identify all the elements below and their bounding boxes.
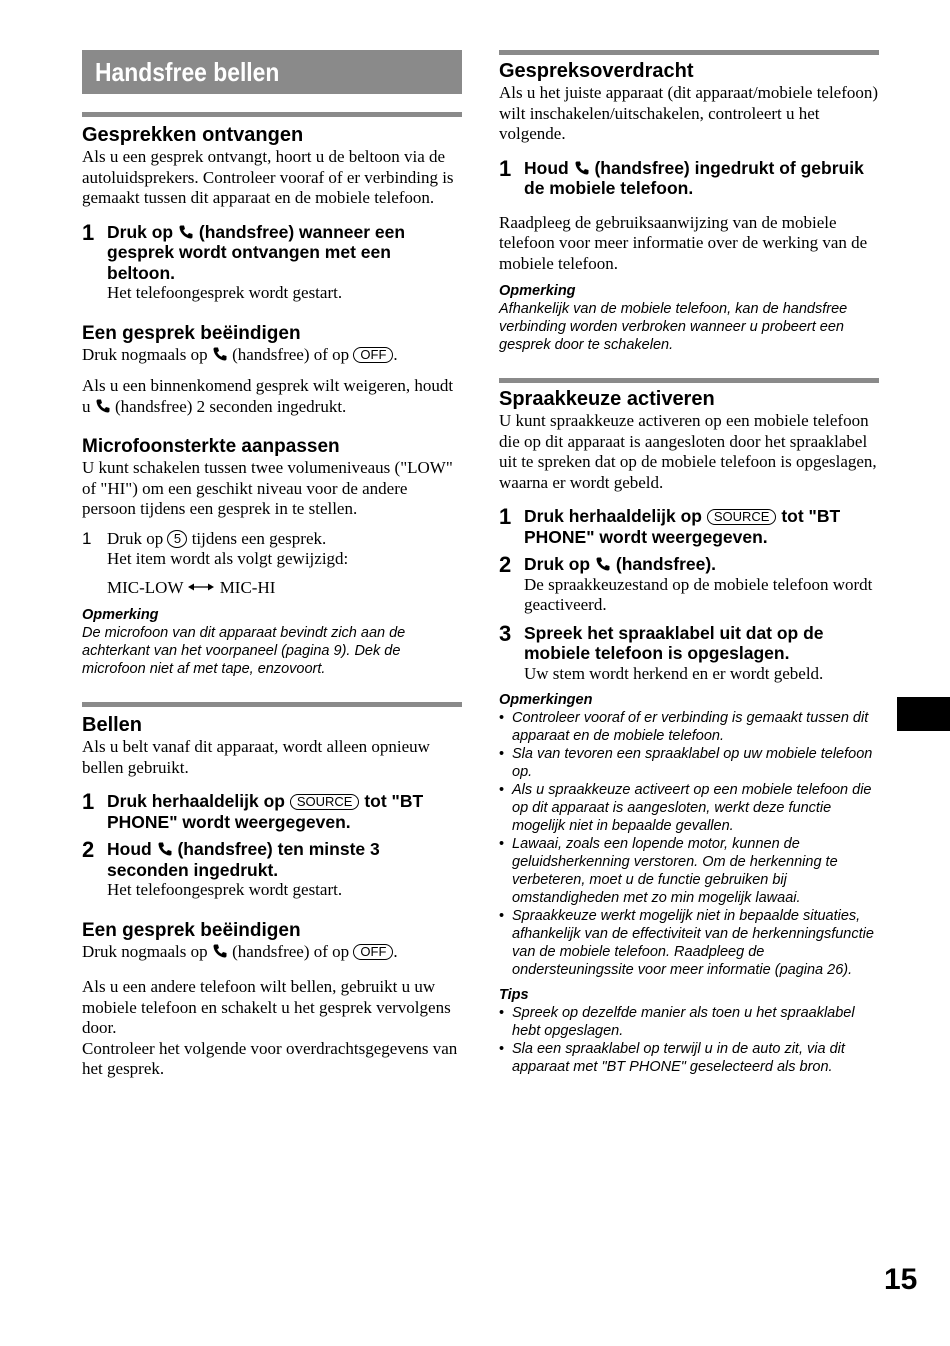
section-rule	[499, 50, 879, 55]
note-heading: Opmerking	[499, 283, 576, 299]
section-rule	[82, 112, 462, 117]
section-rule	[499, 378, 879, 383]
voice-intro: U kunt spraakkeuze activeren op een mobiele telefoon die op dit apparaat is aangesloten door het spraaklabel uit te spreken dat op de mobiele telefoon is opgeslagen, waarna er wordt gebeld.	[499, 411, 877, 492]
note-text: De microfoon van dit apparaat bevindt zich aan de achterkant van het voorpaneel (pagina 9). Dek de microfoon niet af met tape, enzovoort.	[82, 625, 406, 677]
handsfree-phone-icon	[212, 346, 228, 362]
step-number: 3	[499, 620, 512, 646]
note-item: • Lawaai, zoals een lopende motor, kunnen de geluidsherkenning verstoren. Om de herkenning te verbeteren, moet u de functie gebruiken bij omstandigheden met zo min mogelijk lawaai.	[499, 835, 879, 907]
step-instruction: Houd (handsfree) ingedrukt of gebruik de mobiele telefoon.	[524, 157, 864, 198]
source-button-label: SOURCE	[707, 509, 777, 525]
step-instruction: Druk herhaaldelijk op SOURCE tot "BT PHONE" wordt weergegeven.	[107, 791, 424, 832]
call-intro: Als u belt vanaf dit apparaat, wordt alleen opnieuw bellen gebruikt.	[82, 737, 430, 777]
step-number: 1	[82, 789, 95, 814]
transfer-para: Raadpleeg de gebruiksaanwijzing van de mobiele telefoon voor meer informatie over de werking van de mobiele telefoon.	[499, 212, 868, 273]
heading-transfer: Gespreksoverdracht	[499, 60, 694, 82]
tips-heading: Tips	[499, 987, 529, 1003]
mic-step-1	[82, 529, 462, 599]
step-instruction: Houd (handsfree) ten minste 3 seconden ingedrukt.	[107, 839, 380, 880]
notes-list	[499, 709, 879, 979]
handsfree-phone-icon	[212, 943, 228, 959]
end-call-2-line: Druk nogmaals op (handsfree) of op OFF .	[82, 941, 398, 961]
source-button-label: SOURCE	[290, 794, 360, 810]
receive-step-1	[82, 219, 462, 304]
step-result: De spraakkeuzestand op de mobiele telefoon wordt geactiveerd.	[524, 574, 873, 614]
section-rule	[82, 702, 462, 707]
voice-step-2	[499, 554, 879, 616]
note-text: Afhankelijk van de mobiele telefoon, kan de handsfree verbinding worden verbroken wanneer u probeert een gesprek door te schakelen.	[499, 301, 848, 353]
off-button-label: OFF	[353, 944, 393, 960]
heading-voice: Spraakkeuze activeren	[499, 388, 715, 410]
other-phone-text: Als u een andere telefoon wilt bellen, gebruikt u uw mobiele telefoon en schakelt u het gesprek vervolgens door.	[82, 977, 451, 1037]
step-number: 1	[82, 528, 92, 548]
step-result: Het telefoongesprek wordt gestart.	[107, 880, 343, 899]
transfer-intro: Als u het juiste apparaat (dit apparaat/mobiele telefoon) wilt inschakelen/uitschakelen, controleert u het volgende.	[499, 83, 879, 143]
heading-mic: Microfoonsterkte aanpassen	[82, 436, 340, 457]
note-heading: Opmerking	[82, 607, 159, 623]
notes-heading: Opmerkingen	[499, 692, 593, 708]
section-index-tab	[897, 697, 950, 731]
call-step-2	[82, 839, 462, 901]
handsfree-phone-icon	[157, 841, 173, 857]
section-title-bar	[82, 50, 462, 94]
handsfree-phone-icon	[178, 224, 194, 240]
note-item: • Spraakkeuze werkt mogelijk niet in bepaalde situaties, afhankelijk van de effectiviteit van de herkenningsfunctie van de mobiele telefoon. Raadpleeg de ondersteuningssite voor meer informatie (pagina 26).	[499, 907, 879, 979]
step-instruction: Druk op (handsfree).	[524, 554, 717, 574]
tip-item: • Spreek op dezelfde manier als toen u het spraaklabel hebt opgeslagen.	[499, 1004, 879, 1040]
heading-receive: Gesprekken ontvangen	[82, 124, 304, 146]
handsfree-phone-icon	[595, 556, 611, 572]
mic-toggle: MIC-LOW MIC-HI	[107, 577, 276, 597]
step-number: 2	[82, 837, 95, 862]
off-button-label: OFF	[353, 347, 393, 363]
voice-step-1	[499, 506, 879, 547]
page-number: 15	[884, 1263, 918, 1296]
end-call-1-line: Druk nogmaals op (handsfree) of op OFF .	[82, 344, 398, 364]
step-number: 2	[499, 552, 512, 577]
step-number: 1	[82, 219, 95, 245]
left-column	[82, 50, 462, 1080]
button-5-label: 5	[167, 530, 187, 548]
page-title: Handsfree bellen	[95, 57, 280, 87]
heading-call: Bellen	[82, 714, 143, 736]
note-item: • Controleer vooraf of er verbinding is gemaakt tussen dit apparaat en de mobiele telefoon.	[499, 709, 879, 745]
heading-end-call-2: Een gesprek beëindigen	[82, 919, 301, 941]
heading-end-call-1: Een gesprek beëindigen	[82, 322, 301, 344]
note-item: • Sla van tevoren een spraaklabel op uw mobiele telefoon op.	[499, 745, 879, 781]
receive-intro: Als u een gesprek ontvangt, hoort u de beltoon via de autoluidsprekers. Controleer vooraf of er verbinding is gemaakt tussen dit apparaat en de mobiele telefoon.	[82, 147, 454, 207]
transfer-hint-text: Controleer het volgende voor overdrachtsgegevens van het gesprek.	[82, 1038, 458, 1078]
step-result: Het telefoongesprek wordt gestart.	[107, 283, 343, 302]
step-result: Het item wordt als volgt gewijzigd:	[107, 549, 349, 568]
tip-item: • Sla een spraaklabel op terwijl u in de auto zit, via dit apparaat met "BT PHONE" geselecteerd als bron.	[499, 1040, 879, 1076]
call-step-1	[82, 791, 462, 832]
step-number: 1	[499, 504, 512, 529]
right-column	[499, 50, 879, 1076]
step-instruction: Druk op (handsfree) wanneer een gesprek wordt ontvangen met een beltoon.	[107, 221, 406, 283]
voice-step-3	[499, 620, 879, 685]
step-instruction: Druk op 5 tijdens een gesprek.	[107, 528, 327, 548]
handsfree-phone-icon	[574, 160, 590, 176]
tips-list	[499, 1004, 879, 1076]
handsfree-phone-icon	[95, 398, 111, 414]
step-instruction: Druk herhaaldelijk op SOURCE tot "BT PHONE" wordt weergegeven.	[524, 506, 841, 547]
transfer-step-1	[499, 155, 879, 199]
step-result: Uw stem wordt herkend en er wordt gebeld.	[524, 663, 824, 683]
step-number: 1	[499, 155, 512, 181]
step-instruction: Spreek het spraaklabel uit dat op de mobiele telefoon is opgeslagen.	[524, 622, 824, 663]
mic-intro: U kunt schakelen tussen twee volumeniveaus ("LOW" of "HI") om een geschikt niveau voor de andere persoon tijdens een gesprek in te stellen.	[82, 458, 453, 518]
note-item: • Als u spraakkeuze activeert op een mobiele telefoon die op dit apparaat is aangesloten, werkt deze functie mogelijk niet in bepaalde gevallen.	[499, 781, 879, 835]
double-arrow-icon	[187, 581, 215, 593]
reject-call-text: Als u een binnenkomend gesprek wilt weigeren, houdt u (handsfree) 2 seconden ingedrukt.	[82, 376, 454, 416]
